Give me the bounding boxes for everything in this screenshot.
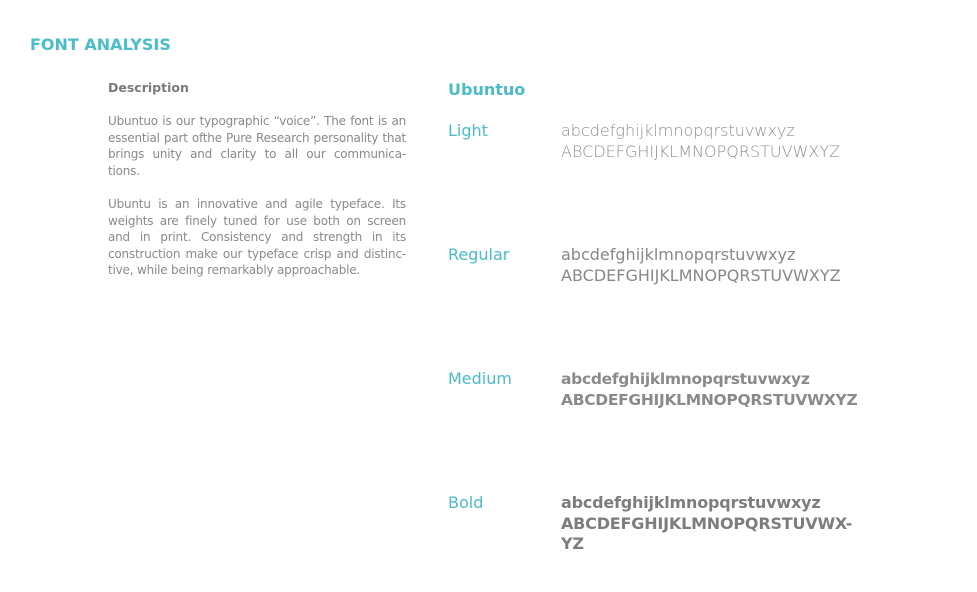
weight-label-medium: Medium [448,369,512,388]
weight-label-light: Light [448,121,488,140]
sample-light-upper: ABCDEFGHIJKLMNOPQRSTUVWXYZ [561,141,841,161]
page-title: FONT ANALYSIS [30,35,171,54]
sample-light-lower: abcdefghijklmnopqrstuvwxyz [561,121,795,140]
font-name: Ubuntuo [448,80,526,99]
sample-bold-lower: abcdefghijklmnopqrstuvwxyz [561,493,821,512]
sample-bold-upper: ABCDEFGHIJKLMNOPQRSTUVWX- [561,513,853,533]
description-paragraph-2: Ubuntu is an innovative and agile typeface. Its weights are finely tuned for use both on screen and in print. Consistency and strength in its construction make our typeface crisp and distinc- tive, while being remarkably approachable. [108,197,406,277]
sample-bold-upper-continued: YZ [561,534,584,553]
sample-medium [561,369,861,410]
sample-regular-upper: ABCDEFGHIJKLMNOPQRSTUVWXYZ [561,265,841,285]
weight-label-regular: Regular [448,245,510,264]
sample-medium-upper: ABCDEFGHIJKLMNOPQRSTUVWXYZ [561,390,858,409]
description-heading: Description [108,80,189,95]
weight-label-bold: Bold [448,493,484,512]
sample-light [561,121,861,162]
sample-regular-lower: abcdefghijklmnopqrstuvwxyz [561,245,796,264]
description-paragraph-1: Ubuntuo is our typographic “voice”. The font is an essential part ofthe Pure Research personality that brings unity and clarity to all our communica- tions. [108,114,406,178]
sample-regular [561,245,861,286]
sample-bold [561,493,861,555]
sample-medium-lower: abcdefghijklmnopqrstuvwxyz [561,370,810,388]
